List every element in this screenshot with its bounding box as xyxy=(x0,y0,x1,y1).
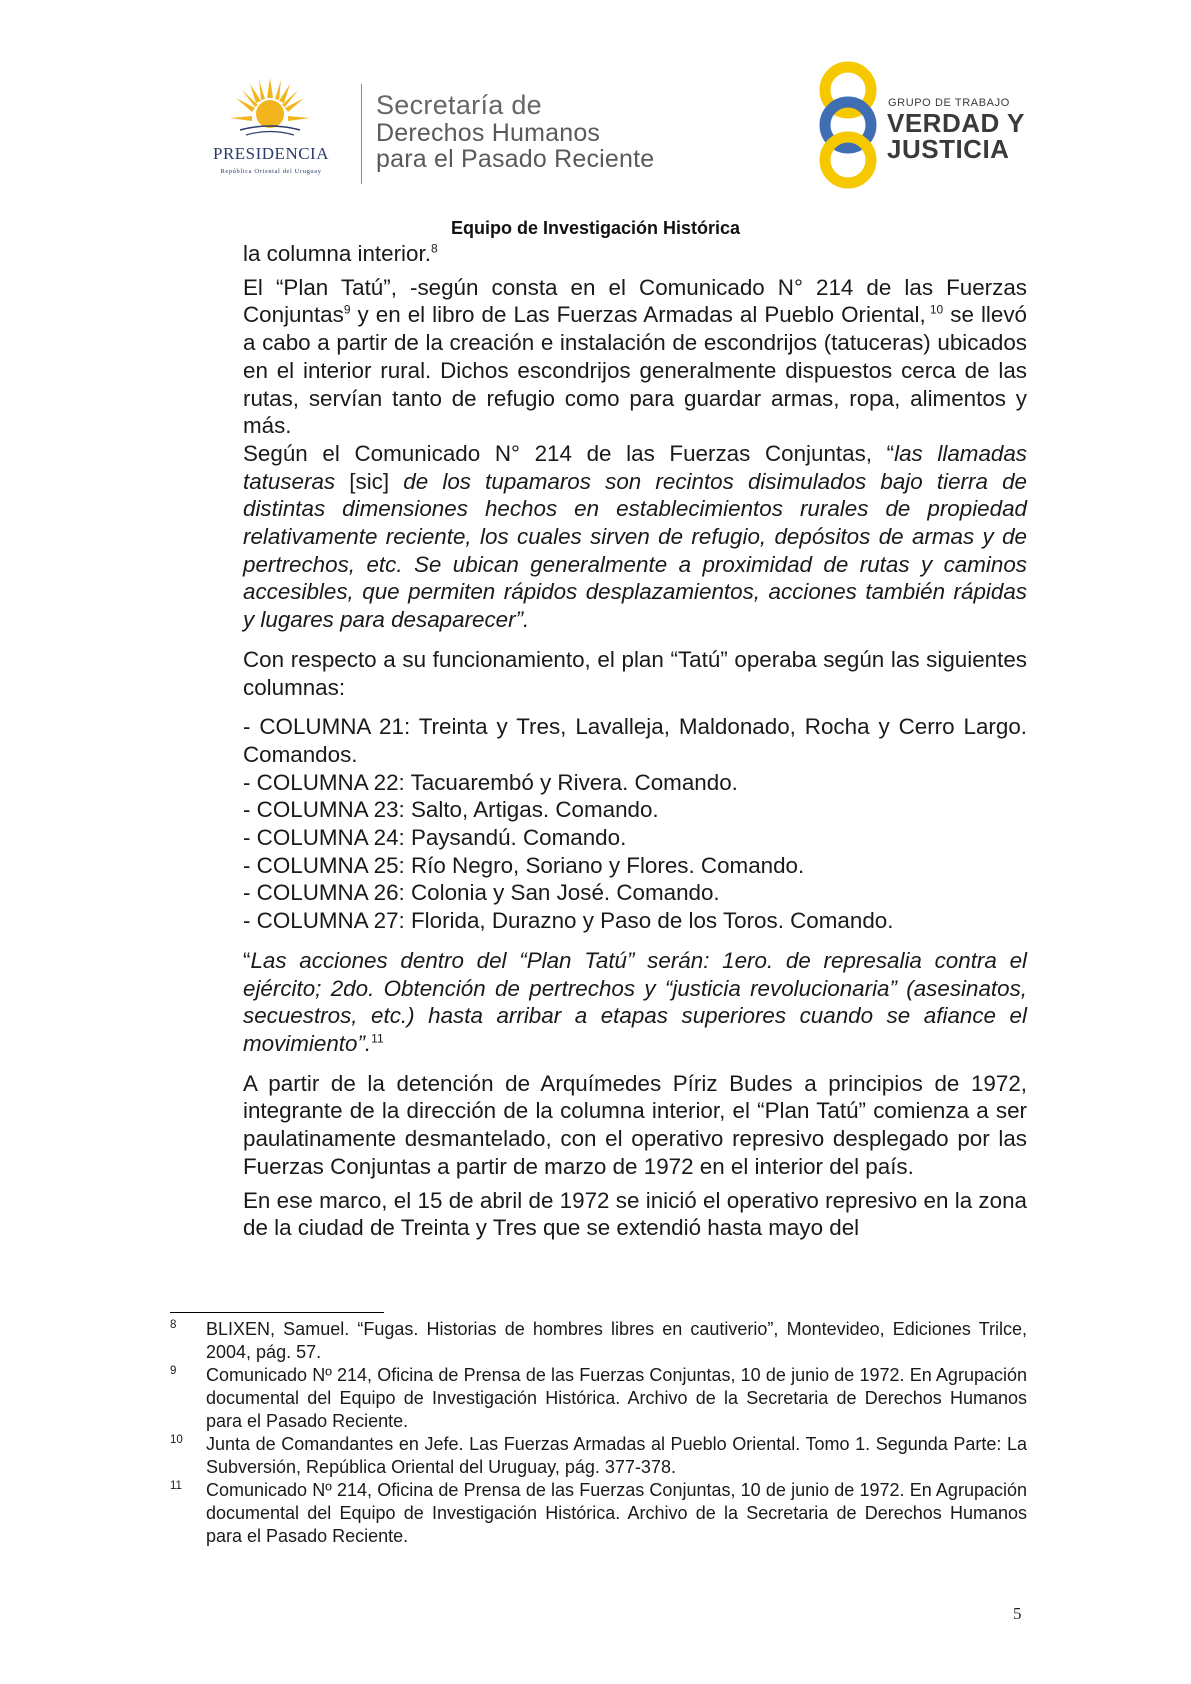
p1-part-b: y en el libro de Las Fuerzas Armadas al Pueblo Oriental, xyxy=(350,302,926,328)
footnote-number: 8 xyxy=(170,1319,177,1331)
presidencia-logo xyxy=(196,78,346,188)
page-number: 5 xyxy=(1013,1604,1022,1623)
presidencia-subtitle: República Oriental del Uruguay xyxy=(220,168,322,175)
footnote-9 xyxy=(170,1364,1027,1433)
footnote-11 xyxy=(170,1479,1027,1548)
paragraph-acciones-quote xyxy=(243,947,1027,1058)
p2-italic-2: de los tupamaros son recintos disimulados bajo tierra de distintas dimensiones hechos en establecimientos rurales de propiedad relativamente reciente, los cuales sirven de refugio, depósitos de armas y de pertrechos, etc. Se ubican generalmente a proximidad de rutas y caminos accesibles, que permiten rápidos desplazamientos, acciones también rápidas y lugares para desaparecer”. xyxy=(243,468,1028,633)
paragraph-0-text: la columna interior. xyxy=(243,241,431,266)
presidencia-wordmark: PRESIDENCIA xyxy=(212,144,329,163)
paragraph-0 xyxy=(243,240,1027,268)
p4-italic: Las acciones dentro del “Plan Tatú” serán: 1ero. de represalia contra el ejército; 2do. Obtención de pertrechos y “justicia revolucionaria” (asesinatos, secuestros, etc.) hasta arribar a etapas superiores cuando se afiance el movimiento”. xyxy=(243,947,1027,1056)
paragraph-comunicado-quote xyxy=(243,440,1027,634)
footnote-number: 10 xyxy=(170,1434,183,1446)
grupo-trabajo-logo xyxy=(808,60,1048,190)
p2-part-a: Según el Comunicado N° 214 de las Fuerzas Conjuntas, “ xyxy=(243,440,895,466)
footnote-text: BLIXEN, Samuel. “Fugas. Historias de hombres libres en cautiverio”, Montevideo, Ediciones Trilce, 2004, pág. 57. xyxy=(206,1319,1027,1362)
footnote-separator xyxy=(170,1312,384,1313)
list-item: - COLUMNA 26: Colonia y San José. Comando. xyxy=(243,880,720,906)
paragraph-funcionamiento: Con respecto a su funcionamiento, el plan “Tatú” operaba según las siguientes columnas: xyxy=(243,646,1027,700)
footnote-ref-8: 8 xyxy=(430,241,438,256)
list-item: - COLUMNA 25: Río Negro, Soriano y Flores. Comando. xyxy=(243,852,805,878)
p2-italic-1: las llamadas tatuseras xyxy=(243,440,1028,494)
footnote-number: 11 xyxy=(170,1480,182,1492)
footnote-ref-11: 11 xyxy=(371,1031,384,1046)
paragraph-ese-marco: En ese marco, el 15 de abril de 1972 se inició el operativo represivo en la zona de la ciudad de Treinta y Tres que se extendió hasta mayo del xyxy=(243,1187,1027,1241)
p4-open-quote: “ xyxy=(243,947,251,973)
list-item: - COLUMNA 21: Treinta y Tres, Lavalleja, Maldonado, Rocha y Cerro Largo. Comandos. xyxy=(243,714,1027,767)
secretaria-line-3: para el Pasado Reciente xyxy=(376,145,655,173)
p2-part-b: [sic] xyxy=(335,468,404,494)
secretaria-line-1: Secretaría de xyxy=(376,90,542,120)
footnote-number: 9 xyxy=(170,1365,177,1377)
footnote-ref-10: 10 xyxy=(925,302,944,317)
verdad-justicia-label xyxy=(887,110,1025,162)
footnote-text: Comunicado Nº 214, Oficina de Prensa de las Fuerzas Conjuntas, 10 de junio de 1972. En Agrupación documental del Equipo de Investigación Histórica. Archivo de la Secretaria de Derechos Humanos para el Pasado Reciente. xyxy=(206,1365,1027,1431)
list-item: - COLUMNA 27: Florida, Durazno y Paso de los Toros. Comando. xyxy=(243,908,894,934)
paragraph-detencion: A partir de la detención de Arquímedes Píriz Budes a principios de 1972, integrante de la dirección de la columna interior, el “Plan Tatú” comienza a ser paulatinamente desmantelado, con el operativo represivo desplegado por las Fuerzas Conjuntas a partir de marzo de 1972 en el interior del país. xyxy=(243,1070,1027,1179)
justicia-label: JUSTICIA xyxy=(887,134,1010,164)
list-item: - COLUMNA 23: Salto, Artigas. Comando. xyxy=(243,797,659,823)
page-header xyxy=(0,0,1191,238)
list-item: - COLUMNA 22: Tacuarembó y Rivera. Comando. xyxy=(243,769,738,795)
paragraph-plan-tatu xyxy=(243,274,1027,440)
footnotes xyxy=(170,1318,1027,1548)
footnote-ref-9: 9 xyxy=(343,302,351,317)
grupo-trabajo-label: GRUPO DE TRABAJO xyxy=(888,97,1010,109)
footnote-8 xyxy=(170,1318,1027,1364)
columns-list xyxy=(243,713,1027,935)
verdad-label: VERDAD Y xyxy=(887,108,1025,138)
header-divider xyxy=(361,84,362,184)
document-header-title: Equipo de Investigación Histórica xyxy=(450,218,741,238)
footnote-text: Comunicado Nº 214, Oficina de Prensa de las Fuerzas Conjuntas, 10 de junio de 1972. En Agrupación documental del Equipo de Investigación Histórica. Archivo de la Secretaria de Derechos Humanos para el Pasado Reciente. xyxy=(206,1480,1027,1546)
p1-part-a: El “Plan Tatú”, -según consta en el Comunicado N° 214 de las Fuerzas Conjuntas xyxy=(243,274,1027,328)
secretaria-line-2: Derechos Humanos xyxy=(376,119,601,147)
list-item: - COLUMNA 24: Paysandú. Comando. xyxy=(243,825,627,851)
secretaria-wordmark xyxy=(376,90,654,172)
footnote-10 xyxy=(170,1433,1027,1479)
footnote-text: Junta de Comandantes en Jefe. Las Fuerzas Armadas al Pueblo Oriental. Tomo 1. Segunda Parte: La Subversión, República Oriental del Uruguay, pág. 377-378. xyxy=(206,1434,1027,1477)
linked-rings-icon xyxy=(808,60,888,190)
document-body xyxy=(243,240,1027,1242)
sun-seal-icon xyxy=(230,78,310,138)
p1-part-c: se llevó a cabo a partir de la creación e instalación de escondrijos (tatuceras) ubicados en el interior rural. Dichos escondrijos generalmente dispuestos cerca de las rutas, servían tanto de refugio como para guardar armas, ropa, alimentos y más. xyxy=(243,302,1027,439)
